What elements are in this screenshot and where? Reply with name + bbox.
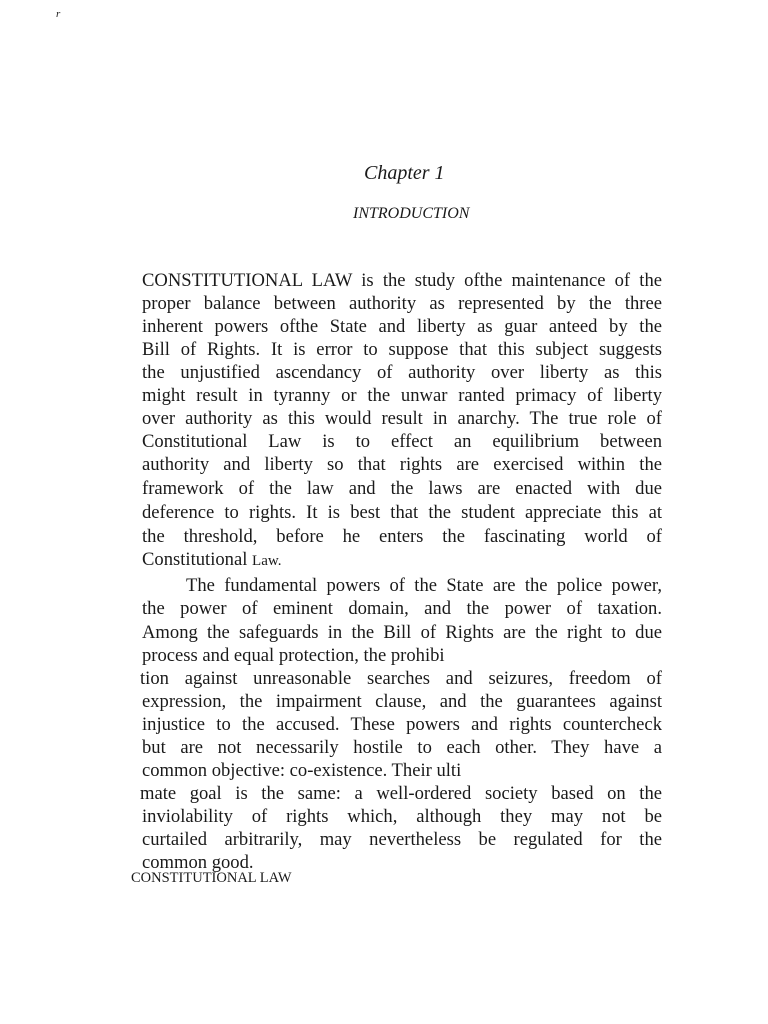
paragraph-last-line-small: Law. (252, 553, 282, 569)
paragraph-line: The fundamental powers of the State are the police power, (186, 575, 662, 596)
paragraph-line: expression, the impairment clause, and the guarantees against (142, 691, 662, 712)
paragraph-line: framework of the law and the laws are enacted with due (142, 478, 662, 499)
paragraph-line: authority and liberty so that rights are exercised within the (142, 454, 662, 475)
paragraph-line: proper balance between authority as represented by the three (142, 293, 662, 314)
paragraph-line: process and equal protection, the prohibi (142, 645, 445, 666)
paragraph-line: inviolability of rights which, although they may not be (142, 806, 662, 827)
paragraph-line: might result in tyranny or the unwar ranted primacy of liberty (142, 385, 662, 406)
running-footer: CONSTITUTIONAL LAW (131, 870, 292, 886)
paragraph-line: CONSTITUTIONAL LAW is the study ofthe maintenance of the (142, 270, 662, 291)
paragraph-line: common good. (142, 852, 254, 873)
paragraph-line: the unjustified ascendancy of authority over liberty as this (142, 362, 662, 383)
paragraph-line: Among the safeguards in the Bill of Rights are the right to due (142, 622, 662, 643)
paragraph-last-line-main: Constitutional (142, 549, 248, 570)
paragraph-line: Bill of Rights. It is error to suppose that this subject suggests (142, 339, 662, 360)
paragraph-line: injustice to the accused. These powers and rights countercheck (142, 714, 662, 735)
section-title: INTRODUCTION (353, 205, 470, 222)
paragraph-line (142, 548, 662, 571)
paragraph-line: common objective: co-existence. Their ulti (142, 760, 462, 781)
paragraph-line: inherent powers ofthe State and liberty as guar anteed by the (142, 316, 662, 337)
corner-mark: r (56, 8, 61, 20)
paragraph-line: Constitutional Law is to effect an equilibrium between (142, 431, 662, 452)
paragraph-line: tion against unreasonable searches and seizures, freedom of (140, 668, 662, 689)
paragraph-line: deference to rights. It is best that the student appreciate this at (142, 502, 662, 523)
paragraph-line: the power of eminent domain, and the power of taxation. (142, 598, 662, 619)
paragraph-line: the threshold, before he enters the fascinating world of (142, 526, 662, 547)
chapter-title: Chapter 1 (364, 162, 445, 184)
paragraph-line: curtailed arbitrarily, may nevertheless be regulated for the (142, 829, 662, 850)
paragraph-line: over authority as this would result in anarchy. The true role of (142, 408, 662, 429)
paragraph-line: mate goal is the same: a well-ordered society based on the (140, 783, 662, 804)
paragraph-line: but are not necessarily hostile to each other. They have a (142, 737, 662, 758)
